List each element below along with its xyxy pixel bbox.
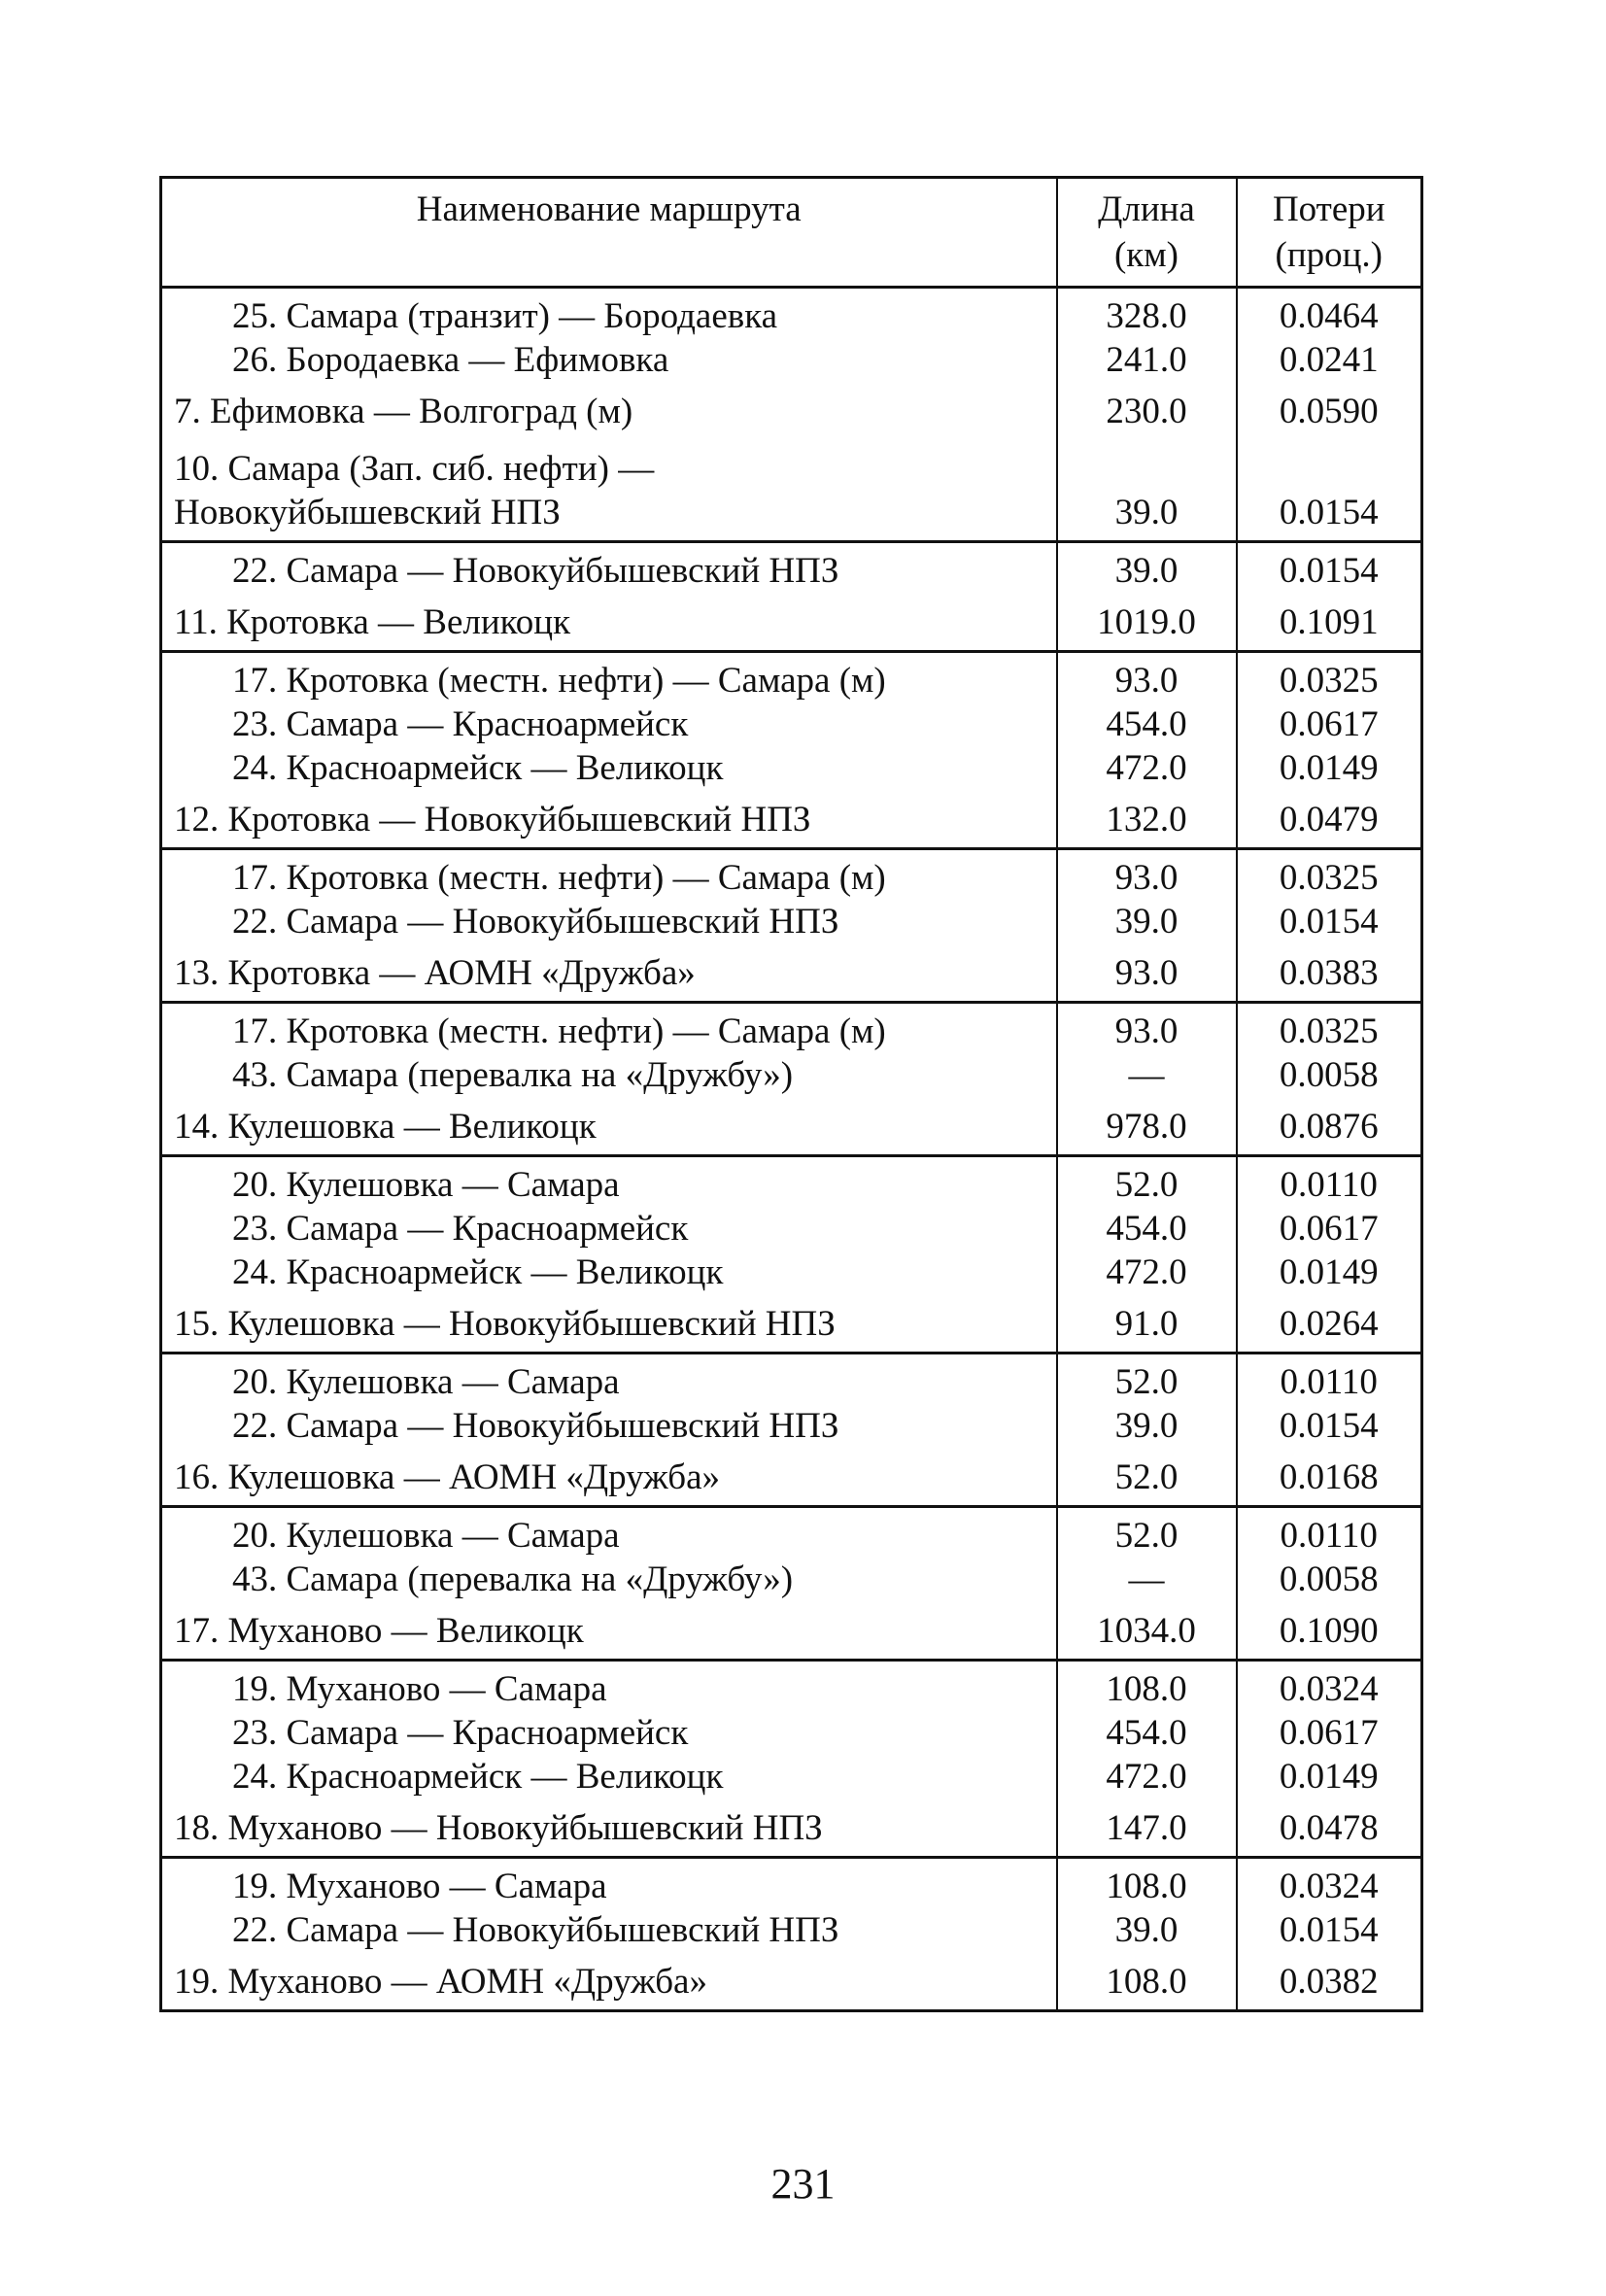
length-cell: — [1057,1558,1237,1601]
table-row-main [161,593,1422,652]
loss-cell: 0.0149 [1237,1251,1422,1294]
route-name-cell: 11. Кротовка — Великоцк [161,593,1057,652]
route-table [159,176,1423,2012]
length-cell: 132.0 [1057,790,1237,849]
loss-cell: 0.0264 [1237,1294,1422,1354]
table-row-sub [161,1711,1422,1755]
route-name-cell: 43. Самара (перевалка на «Дружбу») [161,1053,1057,1097]
table-row-sub [161,1251,1422,1294]
table-row-main [161,1294,1422,1354]
route-name-cell: 43. Самара (перевалка на «Дружбу») [161,1558,1057,1601]
loss-cell: 0.0590 [1237,382,1422,439]
route-name-cell: 22. Самара — Новокуйбышевский НПЗ [161,1908,1057,1952]
loss-cell: 0.0479 [1237,790,1422,849]
route-name-cell: 12. Кротовка — Новокуйбышевский НПЗ [161,790,1057,849]
length-cell: 39.0 [1057,900,1237,943]
length-cell: 39.0 [1057,1404,1237,1448]
table-row-main [161,439,1422,542]
loss-cell: 0.0154 [1237,1908,1422,1952]
loss-cell: 0.0058 [1237,1053,1422,1097]
table-row-sub [161,1858,1422,1909]
length-cell: 39.0 [1057,542,1237,594]
loss-cell: 0.1090 [1237,1601,1422,1661]
length-cell: 328.0 [1057,288,1237,339]
table-row-sub [161,542,1422,594]
length-cell: 39.0 [1057,439,1237,542]
loss-cell: 0.1091 [1237,593,1422,652]
route-name-cell: 22. Самара — Новокуйбышевский НПЗ [161,1404,1057,1448]
length-cell: 39.0 [1057,1908,1237,1952]
route-name-cell: 25. Самара (транзит) — Бородаевка [161,288,1057,339]
table-row-sub [161,746,1422,790]
header-length-line2: (км) [1113,235,1179,275]
length-cell: 472.0 [1057,1755,1237,1799]
header-loss [1237,178,1422,288]
route-name-cell: 20. Кулешовка — Самара [161,1507,1057,1559]
length-cell: 147.0 [1057,1799,1237,1858]
loss-cell: 0.0383 [1237,943,1422,1003]
table-row-main [161,382,1422,439]
loss-cell: 0.0110 [1237,1354,1422,1405]
table-row-sub [161,1404,1422,1448]
header-route-name [161,178,1057,288]
route-name-cell: 15. Кулешовка — Новокуйбышевский НПЗ [161,1294,1057,1354]
table-row-sub [161,288,1422,339]
route-name-cell: 17. Кротовка (местн. нефти) — Самара (м) [161,849,1057,901]
route-table-body [161,288,1422,2011]
route-name-cell: 22. Самара — Новокуйбышевский НПЗ [161,542,1057,594]
loss-cell: 0.0617 [1237,1711,1422,1755]
loss-cell: 0.0154 [1237,439,1422,542]
length-cell: 108.0 [1057,1858,1237,1909]
route-name-cell: 17. Кротовка (местн. нефти) — Самара (м) [161,652,1057,703]
header-loss-line1: Потери [1272,189,1385,229]
route-name-cell: 14. Кулешовка — Великоцк [161,1097,1057,1156]
length-cell: 93.0 [1057,1003,1237,1054]
table-row-sub [161,1755,1422,1799]
loss-cell: 0.0110 [1237,1156,1422,1208]
loss-cell: 0.0241 [1237,338,1422,382]
table-row-sub [161,652,1422,703]
loss-cell: 0.0154 [1237,1404,1422,1448]
table-row-sub [161,1207,1422,1251]
loss-cell: 0.0149 [1237,746,1422,790]
header-loss-line2: (проц.) [1275,235,1383,275]
loss-cell: 0.0325 [1237,849,1422,901]
length-cell: 93.0 [1057,849,1237,901]
loss-cell: 0.0110 [1237,1507,1422,1559]
loss-cell: 0.0876 [1237,1097,1422,1156]
table-row-sub [161,1661,1422,1712]
loss-cell: 0.0478 [1237,1799,1422,1858]
loss-cell: 0.0324 [1237,1858,1422,1909]
length-cell: 52.0 [1057,1448,1237,1507]
table-row-sub [161,1003,1422,1054]
table-row-main [161,1952,1422,2011]
table-row-sub [161,1908,1422,1952]
table-row-sub [161,1507,1422,1559]
length-cell: 472.0 [1057,746,1237,790]
length-cell: 454.0 [1057,1207,1237,1251]
loss-cell: 0.0617 [1237,703,1422,746]
route-name-cell: 19. Муханово — Самара [161,1858,1057,1909]
length-cell: 472.0 [1057,1251,1237,1294]
length-cell: 108.0 [1057,1661,1237,1712]
table-row-sub [161,338,1422,382]
route-name-cell: 20. Кулешовка — Самара [161,1156,1057,1208]
route-name-cell: 24. Красноармейск — Великоцк [161,746,1057,790]
table-row-main [161,943,1422,1003]
table-row-main [161,1097,1422,1156]
length-cell: 454.0 [1057,703,1237,746]
length-cell: 108.0 [1057,1952,1237,2011]
loss-cell: 0.0168 [1237,1448,1422,1507]
route-name-cell: 7. Ефимовка — Волгоград (м) [161,382,1057,439]
length-cell: 52.0 [1057,1507,1237,1559]
table-row-main [161,1799,1422,1858]
table-row-main [161,790,1422,849]
loss-cell: 0.0382 [1237,1952,1422,2011]
route-name-cell: 22. Самара — Новокуйбышевский НПЗ [161,900,1057,943]
table-row-sub [161,1354,1422,1405]
loss-cell: 0.0325 [1237,1003,1422,1054]
route-name-cell: 26. Бородаевка — Ефимовка [161,338,1057,382]
route-name-cell: 19. Муханово — Самара [161,1661,1057,1712]
header-length-line1: Длина [1098,189,1195,229]
loss-cell: 0.0149 [1237,1755,1422,1799]
route-name-cell: 18. Муханово — Новокуйбышевский НПЗ [161,1799,1057,1858]
route-name-cell: 24. Красноармейск — Великоцк [161,1251,1057,1294]
route-name-cell: 16. Кулешовка — АОМН «Дружба» [161,1448,1057,1507]
length-cell: 52.0 [1057,1354,1237,1405]
route-name-cell: 17. Кротовка (местн. нефти) — Самара (м) [161,1003,1057,1054]
header-length [1057,178,1237,288]
table-row-sub [161,849,1422,901]
route-name-cell: 17. Муханово — Великоцк [161,1601,1057,1661]
route-name-cell: 24. Красноармейск — Великоцк [161,1755,1057,1799]
loss-cell: 0.0058 [1237,1558,1422,1601]
length-cell: 454.0 [1057,1711,1237,1755]
route-name-cell: 19. Муханово — АОМН «Дружба» [161,1952,1057,2011]
length-cell: 52.0 [1057,1156,1237,1208]
header-route-name-text: Наименование маршрута [416,189,802,229]
route-name-cell: 20. Кулешовка — Самара [161,1354,1057,1405]
loss-cell: 0.0154 [1237,900,1422,943]
table-row-sub [161,703,1422,746]
route-name-cell: 23. Самара — Красноармейск [161,703,1057,746]
route-name-cell: 13. Кротовка — АОМН «Дружба» [161,943,1057,1003]
length-cell: 241.0 [1057,338,1237,382]
route-name-line1: 10. Самара (Зап. сиб. нефти) — [174,449,655,489]
length-cell: 230.0 [1057,382,1237,439]
page-number: 231 [770,2160,836,2208]
table-row-sub [161,900,1422,943]
length-cell: — [1057,1053,1237,1097]
loss-cell: 0.0325 [1237,652,1422,703]
table-row-main [161,1601,1422,1661]
table-row-main [161,1448,1422,1507]
length-cell: 93.0 [1057,943,1237,1003]
route-name-cell: 23. Самара — Красноармейск [161,1207,1057,1251]
loss-cell: 0.0324 [1237,1661,1422,1712]
table-row-sub [161,1558,1422,1601]
table-header-row [161,178,1422,288]
table-row-sub [161,1156,1422,1208]
length-cell: 978.0 [1057,1097,1237,1156]
route-name-cell: 23. Самара — Красноармейск [161,1711,1057,1755]
length-cell: 91.0 [1057,1294,1237,1354]
route-name-line2: Новокуйбышевский НПЗ [174,493,561,532]
table-row-sub [161,1053,1422,1097]
loss-cell: 0.0154 [1237,542,1422,594]
route-name-cell [161,439,1057,542]
length-cell: 1019.0 [1057,593,1237,652]
loss-cell: 0.0617 [1237,1207,1422,1251]
length-cell: 93.0 [1057,652,1237,703]
loss-cell: 0.0464 [1237,288,1422,339]
length-cell: 1034.0 [1057,1601,1237,1661]
